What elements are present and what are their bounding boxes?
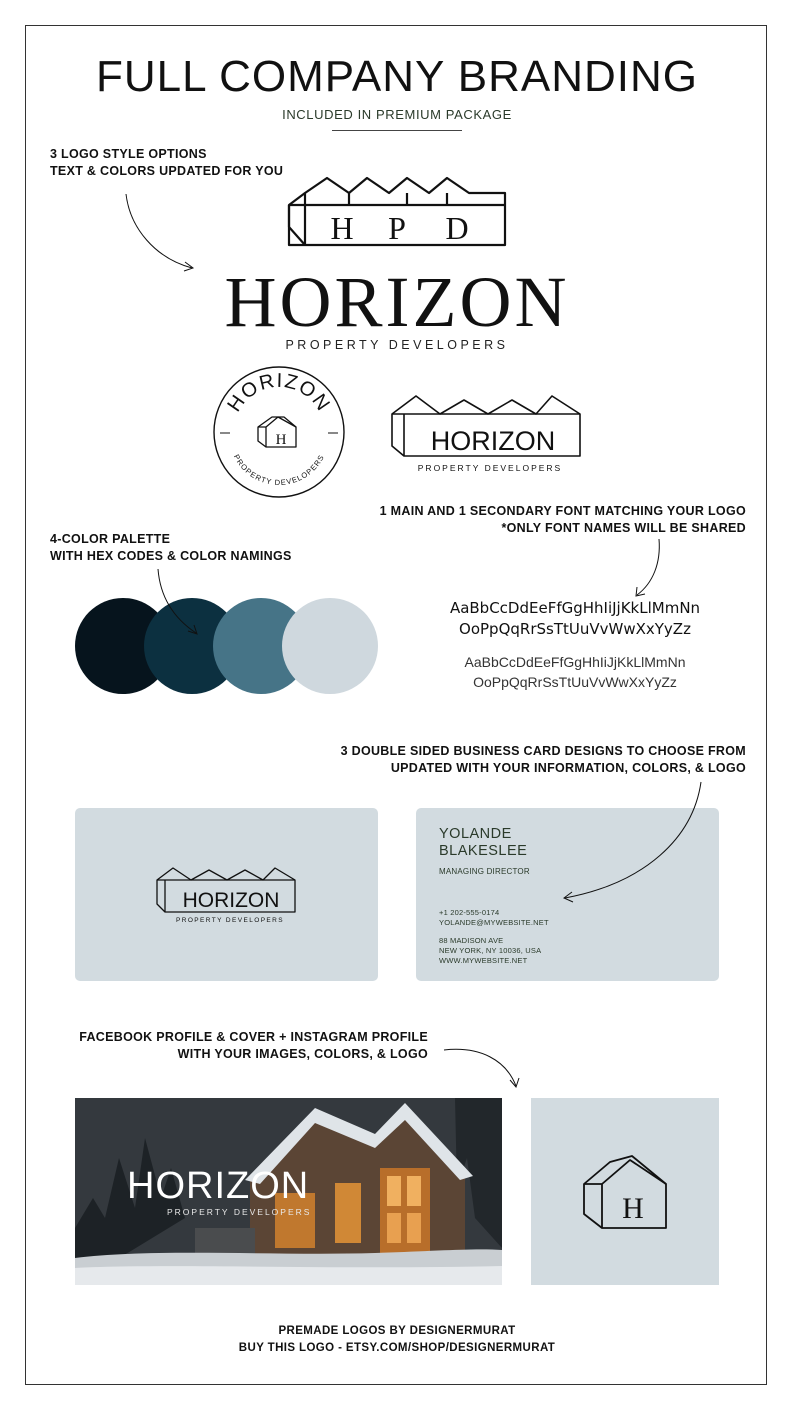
monogram-letter: H	[330, 210, 354, 246]
card-email: YOLANDE@MYWEBSITE.NET	[439, 918, 549, 927]
arrow-palette-icon	[150, 565, 210, 640]
main-font-sample	[395, 598, 755, 640]
cover-tagline: PROPERTY DEVELOPERS	[167, 1207, 312, 1217]
card-phone: +1 202-555-0174	[439, 908, 500, 917]
card-address	[439, 936, 541, 966]
title-divider	[332, 130, 462, 131]
badge-letter: H	[275, 432, 287, 448]
card-address-line2: NEW YORK, NY 10036, USA	[439, 946, 542, 955]
note-line: WITH YOUR IMAGES, COLORS, & LOGO	[177, 1047, 428, 1061]
card-last-name: BLAKESLEE	[439, 843, 528, 859]
note-line: UPDATED WITH YOUR INFORMATION, COLORS, & LOGO	[390, 761, 746, 775]
note-line: WITH HEX CODES & COLOR NAMINGS	[50, 549, 292, 563]
profile-letter: H	[622, 1192, 644, 1225]
note-line: 3 DOUBLE SIDED BUSINESS CARD DESIGNS TO CHOOSE FROM	[340, 744, 746, 758]
monogram-letter: P	[388, 210, 406, 246]
note-palette	[50, 531, 292, 565]
arrow-social-icon	[440, 1040, 530, 1095]
note-line: *ONLY FONT NAMES WILL BE SHARED	[501, 521, 746, 535]
arrow-cards-icon	[555, 778, 715, 906]
card-front-logo	[155, 864, 300, 926]
note-line: 4-COLOR PALETTE	[50, 532, 171, 546]
badge-logo	[212, 365, 346, 499]
alt-tagline: PROPERTY DEVELOPERS	[417, 463, 563, 473]
font-sample-line: AaBbCcDdEeFfGgHhIiJjKkLlMmNn	[449, 599, 701, 617]
svg-text:PROPERTY DEVELOPERS	[232, 453, 326, 487]
card-front-tagline: PROPERTY DEVELOPERS	[176, 917, 284, 924]
card-contact	[439, 908, 549, 928]
page-title: FULL COMPANY BRANDING	[95, 52, 699, 101]
profile-house-icon	[580, 1152, 672, 1232]
note-fonts	[380, 503, 746, 537]
monogram-logo	[287, 175, 507, 247]
alt-logo	[390, 392, 585, 474]
page-subtitle: INCLUDED IN PREMIUM PACKAGE	[282, 107, 512, 122]
card-front-wordmark: HORIZON	[182, 889, 280, 912]
svg-text:HORIZON	[223, 370, 334, 416]
note-line: 3 LOGO STYLE OPTIONS	[50, 147, 207, 161]
note-social	[79, 1029, 428, 1063]
badge-top-text: HORIZON	[223, 369, 335, 416]
secondary-font-sample	[395, 652, 755, 692]
arrow-logo-icon	[110, 188, 210, 278]
alt-wordmark: HORIZON	[430, 426, 556, 456]
note-line: TEXT & COLORS UPDATED FOR YOU	[50, 164, 284, 178]
main-tagline: PROPERTY DEVELOPERS	[285, 338, 509, 352]
font-sample-line: OoPpQqRrSsTtUuVvWwXxYyZz	[473, 674, 677, 690]
card-name	[439, 826, 527, 860]
card-address-line1: 88 MADISON AVE	[439, 936, 504, 945]
badge-bottom-text: PROPERTY DEVELOPERS	[231, 452, 327, 488]
footer-credit: PREMADE LOGOS BY DESIGNERMURAT	[278, 1325, 516, 1337]
font-sample-line: OoPpQqRrSsTtUuVvWwXxYyZz	[459, 620, 691, 638]
palette-color-4	[282, 598, 378, 694]
monogram-letter: D	[445, 210, 469, 246]
card-role: MANAGING DIRECTOR	[439, 867, 530, 876]
note-cards	[341, 743, 746, 777]
note-logo-options	[50, 146, 283, 180]
cover-wordmark: HORIZON	[127, 1165, 310, 1207]
arrow-fonts-icon	[625, 535, 675, 600]
note-line: FACEBOOK PROFILE & COVER + INSTAGRAM PROFILE	[79, 1030, 428, 1044]
footer-link[interactable]: BUY THIS LOGO - ETSY.COM/SHOP/DESIGNERMURAT	[238, 1342, 556, 1354]
card-website: WWW.MYWEBSITE.NET	[439, 956, 528, 965]
main-wordmark: HORIZON	[224, 262, 570, 342]
card-first-name: YOLANDE	[439, 826, 512, 842]
note-line: 1 MAIN AND 1 SECONDARY FONT MATCHING YOUR LOGO	[379, 504, 746, 518]
font-sample-line: AaBbCcDdEeFfGgHhIiJjKkLlMmNn	[464, 654, 686, 670]
